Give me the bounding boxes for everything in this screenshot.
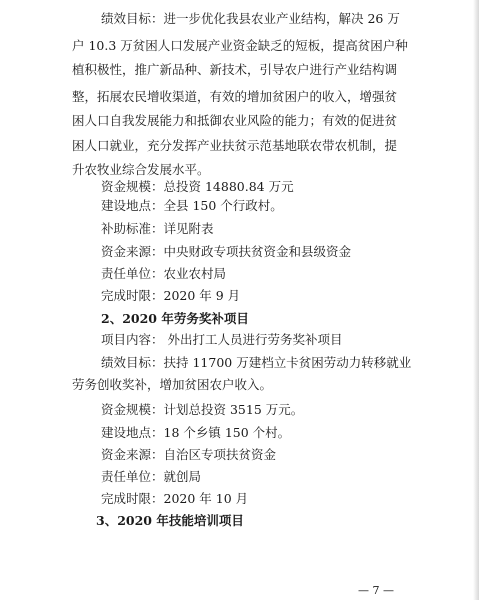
section2-content: 项目内容： 外出打工人员进行劳务奖补项目 [101,332,343,347]
section1-goal-line-1: 绩效目标：进一步优化我县农业产业结构，解决 26 万 [101,11,400,26]
section2-heading: 2、2020 年劳务奖补项目 [101,311,249,326]
page-edge-shadow [473,0,479,600]
section1-deadline: 完成时限：2020 年 9 月 [101,288,241,303]
section2-goal-line-1: 绩效目标：扶持 11700 万建档立卡贫困劳动力转移就业 [101,355,412,370]
section2-responsible-unit: 责任单位：就创局 [101,469,202,484]
section2-location: 建设地点：18 个乡镇 150 个村。 [101,425,291,440]
section2-goal-line-2: 劳务创收奖补，增加贫困农户收入。 [72,377,273,392]
section2-fund-source: 资金来源：自治区专项扶贫资金 [101,447,277,462]
section3-heading: 3、2020 年技能培训项目 [96,513,244,528]
section2-deadline: 完成时限：2020 年 10 月 [101,491,249,506]
section1-goal-line-4: 整，拓展农民增收渠道，有效的增加贫困户的收入，增强贫 [72,89,398,104]
section1-goal-line-3: 植积极性，推广新品种、新技术，引导农户进行产业结构调 [72,62,398,77]
section1-goal-line-5: 困人口自我发展能力和抵御农业风险的能力；有效的促进贫 [72,113,398,128]
section1-fund-source: 资金来源：中央财政专项扶贫资金和县级资金 [101,244,352,259]
section1-fund-scale: 资金规模：总投资 14880.84 万元 [101,179,294,194]
section1-subsidy-standard: 补助标准：详见附表 [101,221,214,236]
section1-goal-line-7: 升农牧业综合发展水平。 [72,162,210,177]
section2-fund-scale: 资金规模：计划总投资 3515 万元。 [101,402,304,417]
section1-goal-line-2: 户 10.3 万贫困人口发展产业资金缺乏的短板，提高贫困户种 [72,38,408,53]
section1-goal-line-6: 困人口就业，充分发挥产业扶贫示范基地联农带农机制，提 [72,138,398,153]
section1-location: 建设地点：全县 150 个行政村。 [101,198,283,213]
section1-responsible-unit: 责任单位：农业农村局 [101,266,227,281]
page-number: — 7 — [358,584,394,597]
